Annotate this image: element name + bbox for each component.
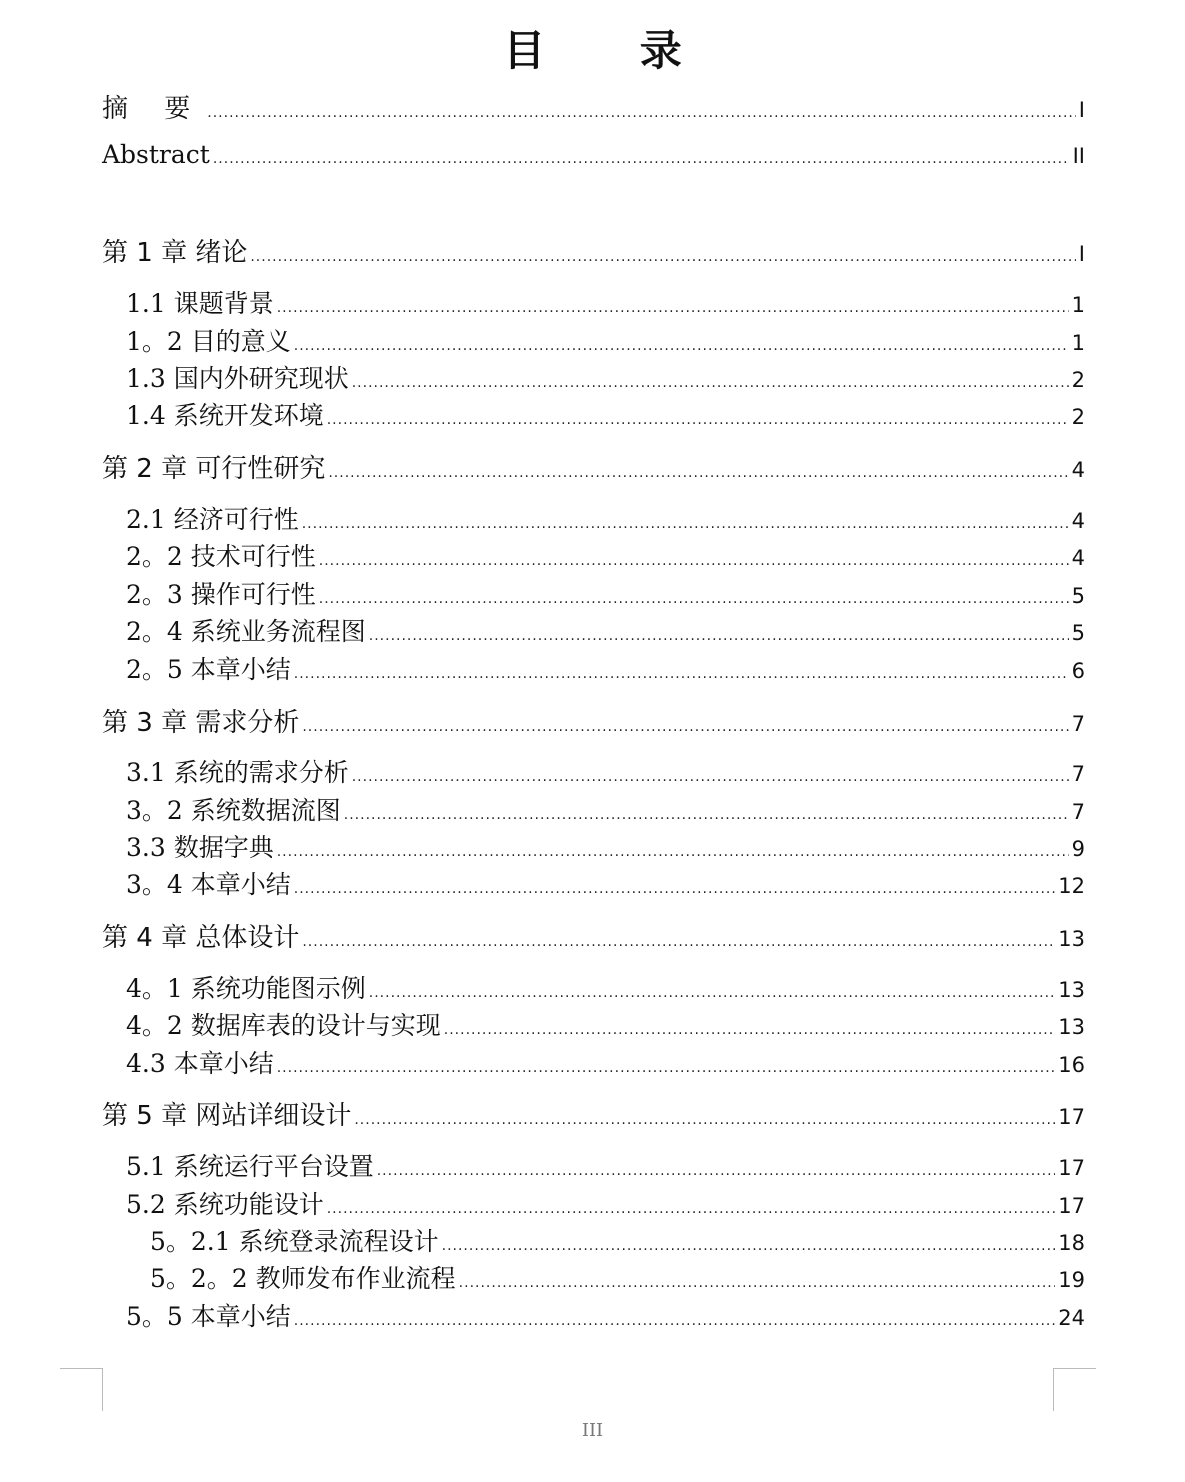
toc-entry-label: 5.2 系统功能设计 [126,1190,324,1219]
toc-entry-label: Abstract [102,140,210,169]
toc-entry-chapter[interactable] [102,1095,1085,1132]
toc-entry-page: 1 [1071,293,1085,317]
toc-entry-section[interactable] [126,537,1085,573]
toc-entry-label: 第 1 章 绪论 [102,238,248,268]
toc-entry-page: 7 [1071,800,1085,824]
toc-entry-label: 3.1 系统的需求分析 [126,758,349,787]
toc-leader-dots [327,1201,1056,1217]
toc-entry-label: 3.3 数据字典 [126,833,274,862]
toc-leader-dots [302,516,1069,532]
page-corner-mark-left [60,1368,103,1411]
page-number-footer: III [581,1420,604,1441]
toc-entry-label: 第 2 章 可行性研究 [102,454,326,484]
toc-leader-dots [294,338,1069,354]
toc-entry-abstract-en[interactable] [102,140,1085,169]
toc-entry-label: 4。1 系统功能图示例 [126,974,366,1003]
toc-entry-section[interactable] [126,396,1085,432]
toc-entry-page: 18 [1058,1231,1085,1255]
toc-entry-page: 17 [1058,1105,1085,1129]
toc-entry-label: 5.1 系统运行平台设置 [126,1152,374,1181]
toc-entry-page: 9 [1071,837,1085,861]
toc-entry-abstract-cn[interactable] [102,88,1085,125]
toc-entry-page: 7 [1071,712,1085,736]
toc-entry-label: 1。2 目的意义 [126,327,291,356]
toc-leader-dots [294,666,1069,682]
toc-entry-label: 1.3 国内外研究现状 [126,364,349,393]
toc-leader-dots [319,553,1069,569]
toc-leader-dots [277,300,1069,316]
toc-entry-label: 2。2 技术可行性 [126,542,316,571]
toc-leader-dots [277,844,1069,860]
toc-entry-label: 摘 要 [102,94,205,124]
page-corner-mark-right [1053,1368,1096,1411]
toc-entry-subsection[interactable] [150,1222,1085,1258]
toc-title: 目 录 [503,26,722,75]
toc-leader-dots [354,1112,1055,1128]
toc-entry-page: 13 [1058,927,1085,951]
toc-entry-label: 4.3 本章小结 [126,1049,274,1078]
toc-entry-label: 第 5 章 网站详细设计 [102,1101,352,1131]
toc-entry-section[interactable] [126,650,1085,686]
toc-leader-dots [213,151,1070,167]
toc-entry-page: 13 [1058,1015,1085,1039]
toc-leader-dots [369,985,1056,1001]
toc-leader-dots [442,1238,1056,1254]
toc-entry-label: 第 3 章 需求分析 [102,708,300,738]
toc-entry-label: 第 4 章 总体设计 [102,923,300,953]
toc-entry-page: 5 [1071,584,1085,608]
toc-entry-label: 5。5 本章小结 [126,1302,291,1331]
toc-entry-label: 2.1 经济可行性 [126,505,299,534]
toc-entry-page: 6 [1071,659,1085,683]
toc-leader-dots [352,769,1069,785]
toc-leader-dots [302,934,1055,950]
toc-entry-section[interactable] [126,1297,1085,1333]
toc-entry-page: 19 [1058,1268,1085,1292]
toc-entry-label: 4。2 数据库表的设计与实现 [126,1011,441,1040]
toc-leader-dots [369,628,1069,644]
toc-entry-label: 3。2 系统数据流图 [126,796,341,825]
toc-entry-chapter[interactable] [102,702,1085,739]
toc-entry-section[interactable] [126,575,1085,611]
toc-entry-page: II [1072,144,1085,168]
toc-entry-label: 5。2。2 教师发布作业流程 [150,1264,456,1293]
toc-leader-dots [319,591,1069,607]
toc-leader-dots [294,881,1056,897]
toc-entry-section[interactable] [126,284,1085,320]
toc-leader-dots [294,1313,1056,1329]
toc-leader-dots [344,807,1069,823]
toc-entry-section[interactable] [126,969,1085,1005]
toc-entry-section[interactable] [126,500,1085,536]
toc-leader-dots [459,1275,1056,1291]
toc-leader-dots [327,412,1069,428]
toc-entry-chapter[interactable] [102,448,1085,485]
toc-entry-label: 1.4 系统开发环境 [126,401,324,430]
toc-entry-section[interactable] [126,865,1085,901]
toc-entry-page: 17 [1058,1194,1085,1218]
toc-entry-label: 2。5 本章小结 [126,655,291,684]
toc-entry-page: I [1078,242,1085,266]
toc-entry-chapter[interactable] [102,232,1085,269]
toc-entry-section[interactable] [126,359,1085,395]
toc-entry-page: 2 [1071,368,1085,392]
toc-entry-page: 24 [1058,1306,1085,1330]
toc-leader-dots [377,1163,1056,1179]
toc-entry-chapter[interactable] [102,917,1085,954]
toc-entry-section[interactable] [126,1044,1085,1080]
toc-entry-label: 2。3 操作可行性 [126,580,316,609]
toc-entry-page: 16 [1058,1053,1085,1077]
toc-entry-page: 2 [1071,405,1085,429]
toc-entry-page: 12 [1058,874,1085,898]
toc-entry-label: 3。4 本章小结 [126,870,291,899]
toc-leader-dots [207,105,1076,121]
toc-entry-section[interactable] [126,322,1085,358]
toc-leader-dots [250,249,1075,265]
toc-leader-dots [444,1022,1056,1038]
toc-entry-page: 4 [1071,458,1085,482]
toc-entry-label: 1.1 课题背景 [126,289,274,318]
toc-entry-section[interactable] [126,828,1085,864]
toc-entry-page: 5 [1071,621,1085,645]
toc-entry-page: 4 [1071,546,1085,570]
toc-leader-dots [277,1060,1056,1076]
toc-leader-dots [328,465,1068,481]
toc-entry-label: 2。4 系统业务流程图 [126,617,366,646]
toc-leader-dots [352,375,1069,391]
toc-entry-section[interactable] [126,1147,1085,1183]
toc-entry-page: 7 [1071,762,1085,786]
toc-entry-section[interactable] [126,612,1085,648]
toc-entry-page: 1 [1071,331,1085,355]
toc-entry-page: 4 [1071,509,1085,533]
toc-entry-page: 13 [1058,978,1085,1002]
toc-entry-subsection[interactable] [150,1259,1085,1295]
toc-entry-page: 17 [1058,1156,1085,1180]
toc-entry-label: 5。2.1 系统登录流程设计 [150,1227,439,1256]
toc-leader-dots [302,719,1068,735]
toc-entry-section[interactable] [126,1006,1085,1042]
toc-entry-section[interactable] [126,1185,1085,1221]
toc-entry-section[interactable] [126,753,1085,789]
toc-entry-page: I [1078,98,1085,122]
toc-entry-section[interactable] [126,791,1085,827]
